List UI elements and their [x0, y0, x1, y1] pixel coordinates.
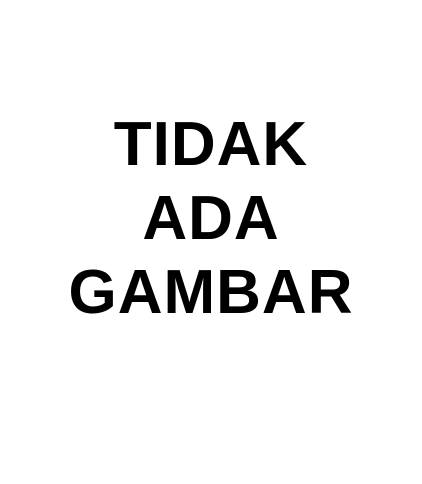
message-line-2: ADA	[142, 184, 280, 253]
message-line-3: GAMBAR	[68, 258, 354, 327]
message-line-1: TIDAK	[113, 110, 309, 179]
no-image-message	[0, 108, 422, 330]
